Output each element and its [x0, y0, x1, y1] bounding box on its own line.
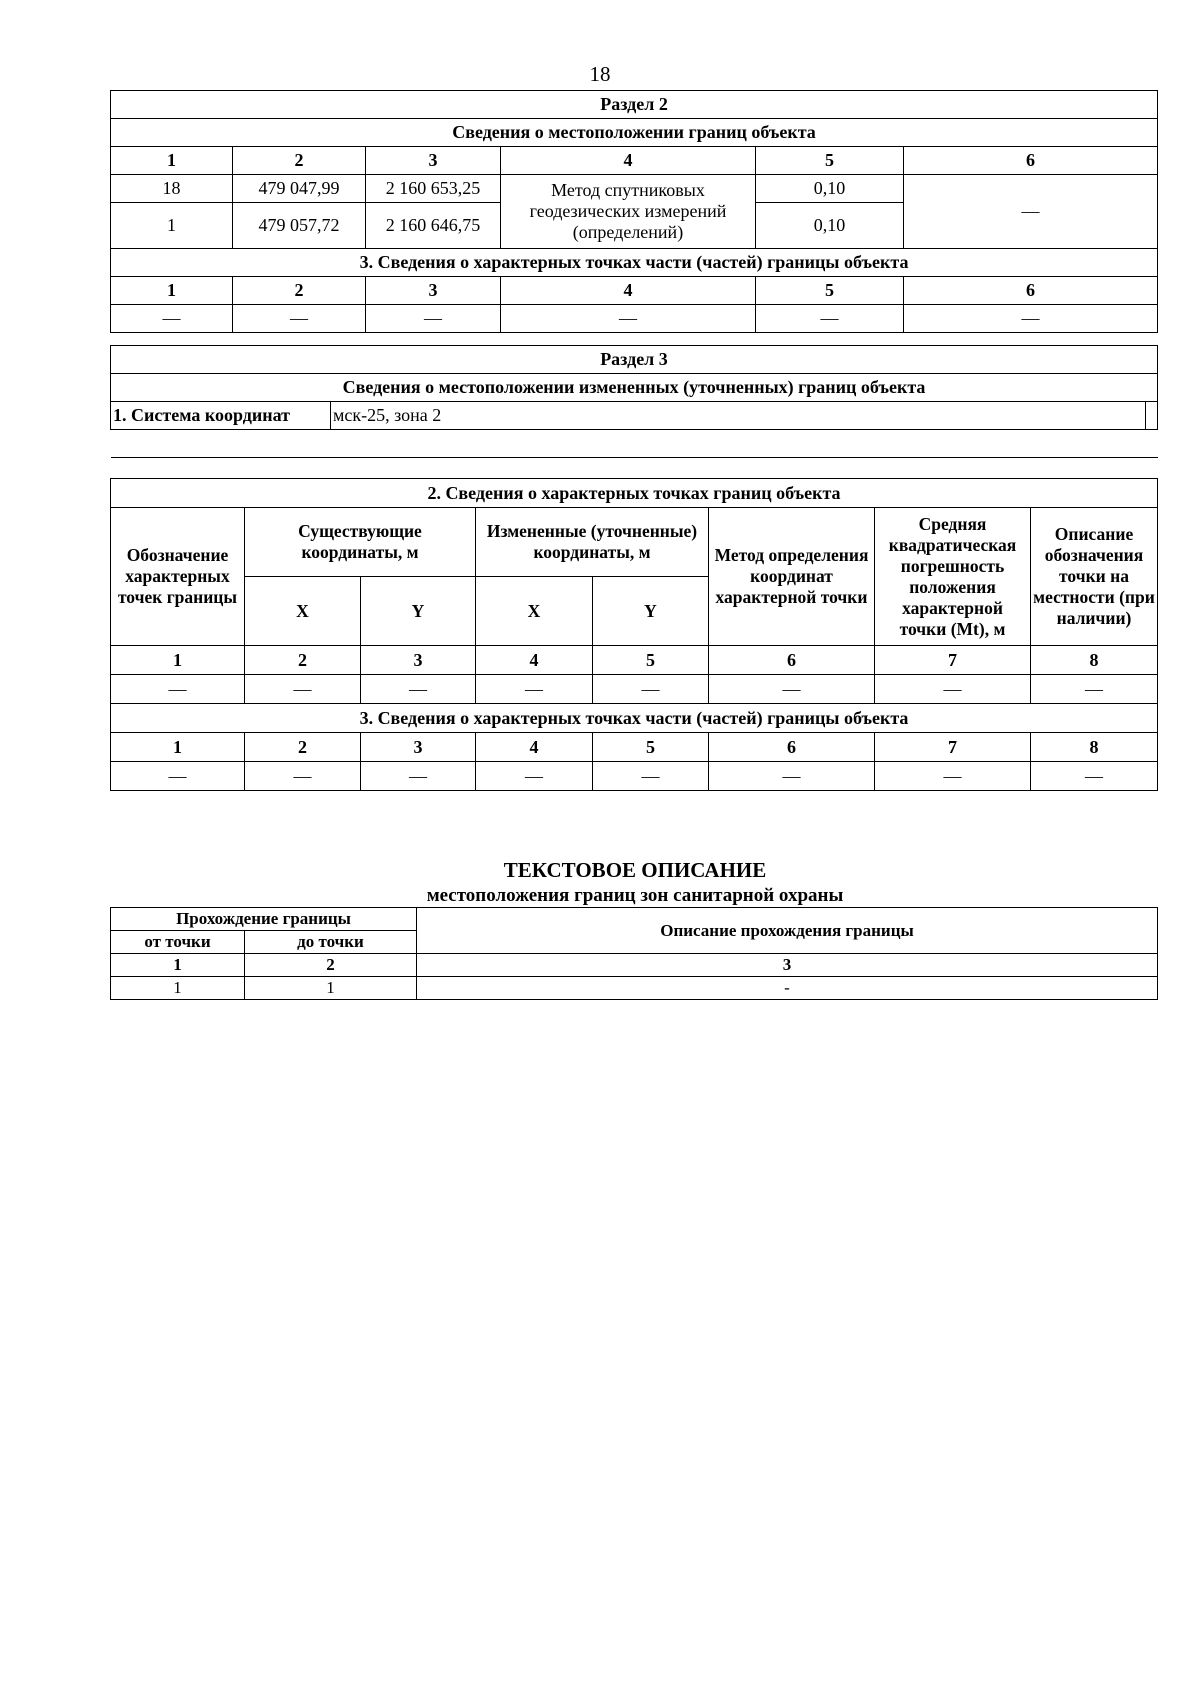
section3-parts-col-numbers: [111, 733, 1158, 762]
empty-cell: —: [709, 762, 875, 791]
col-number: 6: [709, 733, 875, 762]
text-description-subtitle: местоположения границ зон санитарной охраны: [426, 885, 844, 906]
empty-cell: —: [1031, 762, 1158, 791]
col-number: 2: [245, 646, 361, 675]
empty-cell: —: [111, 305, 233, 333]
page-number: 18: [589, 62, 611, 86]
coord-y: 2 160 653,25: [366, 175, 501, 203]
point-number: 1: [111, 203, 233, 249]
empty-cell: —: [245, 675, 361, 704]
table-row: [111, 675, 1158, 704]
col-number: 1: [111, 277, 233, 305]
section3-points-title: 2. Сведения о характерных точках границ объекта: [111, 479, 1158, 508]
table-row: [111, 762, 1158, 791]
empty-cell: —: [245, 762, 361, 791]
header-from-point: от точки: [111, 931, 245, 954]
col-number: 2: [233, 277, 366, 305]
section3-subtitle: Сведения о местоположении измененных (уточненных) границ объекта: [111, 374, 1158, 402]
col-number: 6: [709, 646, 875, 675]
col-number: 5: [593, 646, 709, 675]
header-x: X: [245, 577, 361, 646]
header-changed: Измененные (уточненные) координаты, м: [476, 508, 709, 577]
empty-cell: —: [111, 675, 245, 704]
header-designation: Обозначение характерных точек границы: [111, 508, 245, 646]
header-description: Описание обозначения точки на местности (при наличии): [1031, 508, 1158, 646]
empty-cell: —: [361, 675, 476, 704]
accuracy: 0,10: [756, 203, 904, 249]
from-point: 1: [111, 977, 245, 1000]
col-number: 3: [361, 733, 476, 762]
header-boundary: Прохождение границы: [111, 908, 417, 931]
empty-cell: —: [501, 305, 756, 333]
coord-system-value: мск-25, зона 2: [331, 402, 1146, 430]
coord-x: 479 047,99: [233, 175, 366, 203]
text-description-title: ТЕКСТОВОЕ ОПИСАНИЕ: [503, 858, 767, 882]
empty-cell: —: [875, 762, 1031, 791]
section3-parts-title: 3. Сведения о характерных точках части (частей) границы объекта: [111, 704, 1158, 733]
col-number: 1: [111, 646, 245, 675]
col-number: 8: [1031, 733, 1158, 762]
header-accuracy: Средняя квадратическая погрешность положения характерной точки (Mt), м: [875, 508, 1031, 646]
col-number: 2: [245, 733, 361, 762]
header-method: Метод определения координат характерной точки: [709, 508, 875, 646]
col-number: 3: [361, 646, 476, 675]
section2-parts-col-numbers: [111, 277, 1158, 305]
empty-cell: —: [476, 675, 593, 704]
header-to-point: до точки: [245, 931, 417, 954]
col-number: 1: [111, 954, 245, 977]
coord-system-label: 1. Система координат: [111, 402, 331, 430]
empty-cell: —: [709, 675, 875, 704]
boundary-description-table: [110, 907, 1158, 1000]
coord-x: 479 057,72: [233, 203, 366, 249]
header-y: Y: [593, 577, 709, 646]
col-number: 7: [875, 733, 1031, 762]
table-row: [111, 305, 1158, 333]
empty-cell: —: [904, 305, 1158, 333]
section3-title: Раздел 3: [111, 346, 1158, 374]
spacer-row: [111, 430, 1158, 458]
empty-cell: —: [593, 762, 709, 791]
col-number: 1: [111, 147, 233, 175]
col-number: 6: [904, 277, 1158, 305]
section2-parts-title: 3. Сведения о характерных точках части (частей) границы объекта: [111, 249, 1158, 277]
col-number: 6: [904, 147, 1158, 175]
coord-y: 2 160 646,75: [366, 203, 501, 249]
method-cell: Метод спутниковых геодезических измерений (определений): [501, 175, 756, 249]
coord-system-gap: [1146, 402, 1158, 430]
point-number: 18: [111, 175, 233, 203]
to-point: 1: [245, 977, 417, 1000]
col-number: 5: [756, 277, 904, 305]
section3-header-table: [110, 345, 1158, 458]
section3-col-numbers: [111, 646, 1158, 675]
col-number: 2: [233, 147, 366, 175]
header-boundary-description: Описание прохождения границы: [417, 908, 1158, 954]
empty-cell: —: [366, 305, 501, 333]
section3-points-table: [110, 478, 1158, 791]
empty-cell: —: [233, 305, 366, 333]
boundary-description: -: [417, 977, 1158, 1000]
header-existing: Существующие координаты, м: [245, 508, 476, 577]
boundary-col-numbers: [111, 954, 1158, 977]
empty-cell: —: [875, 675, 1031, 704]
accuracy: 0,10: [756, 175, 904, 203]
col-number: 3: [417, 954, 1158, 977]
empty-cell: —: [593, 675, 709, 704]
empty-cell: —: [1031, 675, 1158, 704]
col-number: 4: [476, 646, 593, 675]
header-x: X: [476, 577, 593, 646]
col-number: 2: [245, 954, 417, 977]
section2-title: Раздел 2: [111, 91, 1158, 119]
description-cell: —: [904, 175, 1158, 249]
col-number: 8: [1031, 646, 1158, 675]
empty-cell: —: [756, 305, 904, 333]
section2-col-numbers: [111, 147, 1158, 175]
col-number: 3: [366, 277, 501, 305]
col-number: 5: [756, 147, 904, 175]
empty-cell: —: [111, 762, 245, 791]
header-y: Y: [361, 577, 476, 646]
table-row: [111, 175, 1158, 203]
col-number: 4: [501, 147, 756, 175]
col-number: 3: [366, 147, 501, 175]
empty-cell: —: [476, 762, 593, 791]
col-number: 5: [593, 733, 709, 762]
col-number: 1: [111, 733, 245, 762]
col-number: 4: [476, 733, 593, 762]
col-number: 7: [875, 646, 1031, 675]
col-number: 4: [501, 277, 756, 305]
table-row: [111, 977, 1158, 1000]
section2-subtitle: Сведения о местоположении границ объекта: [111, 119, 1158, 147]
empty-cell: —: [361, 762, 476, 791]
section2-table: [110, 90, 1158, 333]
